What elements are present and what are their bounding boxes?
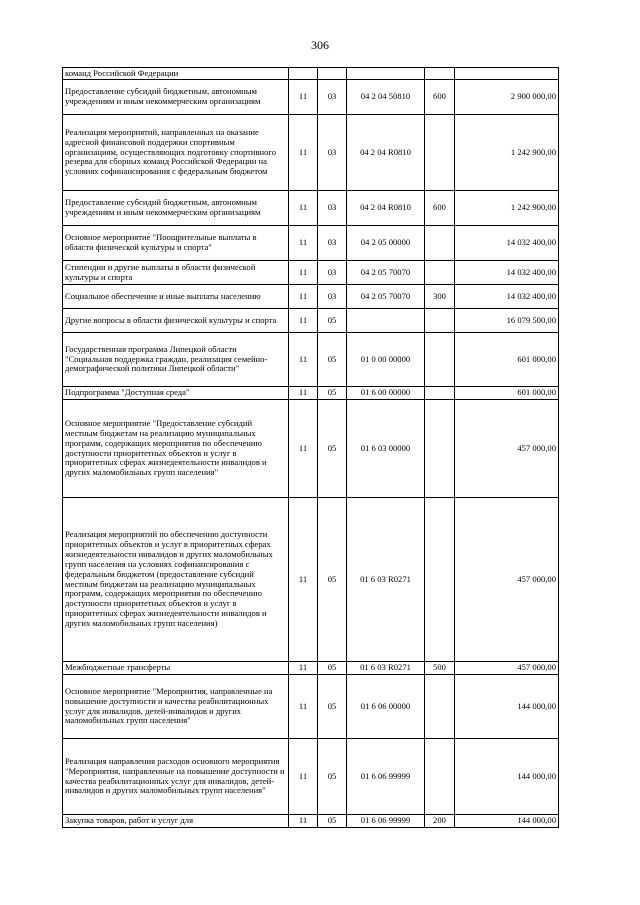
expense-name: Предоставление субсидий бюджетным, автономным учреждениям и иным некоммерческим организациям [63,191,289,226]
target-article-code: 01 6 00 00000 [347,387,425,400]
section-code: 11 [289,675,318,739]
expense-name: Основное мероприятие "Поощрительные выплаты в области физической культуры и спорта" [63,226,289,261]
expense-type-code [425,226,455,261]
expense-name: Социальное обеспечение и иные выплаты населению [63,285,289,309]
expense-type-code [425,115,455,191]
section-code: 11 [289,191,318,226]
target-article-code: 01 6 03 R0271 [347,662,425,675]
target-article-code: 04 2 04 50810 [347,80,425,115]
table-row [63,115,559,191]
amount: 16 079 500,00 [455,309,559,333]
target-article-code: 04 2 05 70070 [347,261,425,285]
page-number: 306 [311,38,329,52]
section-code: 11 [289,400,318,498]
expense-name: команд Российской Федерации [63,68,289,80]
expense-name: Реализация мероприятий, направленных на оказание адресной финансовой поддержки спортивным организациям, осуществляющих подготовку спортивного резерва для сборных команд Российской Федерации на условиях софинансирования с федеральным бюджетом [63,115,289,191]
section-code: 11 [289,261,318,285]
target-article-code: 01 6 06 99999 [347,739,425,815]
budget-table-body [63,68,559,828]
section-code: 11 [289,333,318,387]
table-row [63,387,559,400]
subsection-code: 05 [318,739,347,815]
target-article-code [347,68,425,80]
amount: 457 000,00 [455,400,559,498]
table-row [63,815,559,828]
section-code: 11 [289,309,318,333]
amount: 144 000,00 [455,739,559,815]
expense-type-code: 500 [425,662,455,675]
section-code: 11 [289,226,318,261]
amount: 457 000,00 [455,662,559,675]
subsection-code: 03 [318,285,347,309]
expense-type-code [425,68,455,80]
subsection-code: 03 [318,191,347,226]
subsection-code: 03 [318,261,347,285]
expense-type-code [425,675,455,739]
target-article-code [347,309,425,333]
section-code: 11 [289,498,318,662]
section-code: 11 [289,662,318,675]
table-row [63,309,559,333]
target-article-code: 01 6 03 R0271 [347,498,425,662]
subsection-code [318,68,347,80]
amount: 1 242 900,00 [455,115,559,191]
subsection-code: 05 [318,309,347,333]
target-article-code: 01 6 06 00000 [347,675,425,739]
table-row [63,191,559,226]
expense-type-code [425,387,455,400]
subsection-code: 05 [318,498,347,662]
subsection-code: 05 [318,662,347,675]
expense-type-code [425,739,455,815]
amount: 457 000,00 [455,498,559,662]
amount: 144 000,00 [455,815,559,828]
target-article-code: 04 2 04 R0810 [347,191,425,226]
subsection-code: 05 [318,333,347,387]
table-row [63,68,559,80]
amount: 2 900 000,00 [455,80,559,115]
subsection-code: 03 [318,115,347,191]
amount: 14 032 400,00 [455,226,559,261]
table-row [63,333,559,387]
budget-table [62,67,559,828]
subsection-code: 05 [318,675,347,739]
target-article-code: 01 6 06 99999 [347,815,425,828]
table-row [63,739,559,815]
target-article-code: 01 6 03 00000 [347,400,425,498]
expense-type-code: 200 [425,815,455,828]
subsection-code: 03 [318,226,347,261]
expense-type-code [425,309,455,333]
expense-name: Стипендии и другие выплаты в области физической культуры и спорта [63,261,289,285]
expense-name: Подпрограмма "Доступная среда" [63,387,289,400]
target-article-code: 04 2 05 00000 [347,226,425,261]
subsection-code: 05 [318,400,347,498]
amount: 1 242 900,00 [455,191,559,226]
expense-name: Предоставление субсидий бюджетным, автономным учреждениям и иным некоммерческим организациям [63,80,289,115]
expense-type-code [425,400,455,498]
amount: 14 032 400,00 [455,261,559,285]
subsection-code: 05 [318,815,347,828]
table-row [63,261,559,285]
expense-name: Основное мероприятие "Мероприятия, направленные на повышение доступности и качества реабилитационных услуг для инвалидов, детей-инвалидов и других маломобильных групп населения" [63,675,289,739]
table-row [63,675,559,739]
expense-name: Государственная программа Липецкой области "Социальная поддержка граждан, реализация семейно-демографической политики Липецкой области" [63,333,289,387]
section-code: 11 [289,815,318,828]
amount: 601 000,00 [455,333,559,387]
expense-type-code: 600 [425,80,455,115]
expense-name: Основное мероприятие "Предоставление субсидий местным бюджетам на реализацию муниципальных программ, содержащих мероприятия по обеспечению доступности приоритетных объектов и услуг в приоритетных сферах жизнедеятельности инвалидов и других маломобильных групп населения" [63,400,289,498]
subsection-code: 05 [318,387,347,400]
table-row [63,226,559,261]
section-code [289,68,318,80]
expense-type-code: 600 [425,191,455,226]
expense-name: Закупка товаров, работ и услуг для [63,815,289,828]
section-code: 11 [289,387,318,400]
expense-type-code: 300 [425,285,455,309]
section-code: 11 [289,739,318,815]
table-row [63,80,559,115]
expense-name: Реализация направления расходов основного мероприятия "Мероприятия, направленные на повышение доступности и качества реабилитационных услуг для инвалидов, детей-инвалидов и других маломобильных групп населения" [63,739,289,815]
section-code: 11 [289,80,318,115]
section-code: 11 [289,115,318,191]
expense-type-code [425,333,455,387]
table-row [63,285,559,309]
table-row [63,662,559,675]
expense-type-code [425,498,455,662]
expense-name: Межбюджетные трансферты [63,662,289,675]
table-row [63,400,559,498]
amount: 14 032 400,00 [455,285,559,309]
table-row [63,498,559,662]
amount [455,68,559,80]
subsection-code: 03 [318,80,347,115]
target-article-code: 04 2 04 R0810 [347,115,425,191]
target-article-code: 01 0 00 00000 [347,333,425,387]
amount: 601 000,00 [455,387,559,400]
amount: 144 000,00 [455,675,559,739]
expense-type-code [425,261,455,285]
expense-name: Другие вопросы в области физической культуры и спорта [63,309,289,333]
target-article-code: 04 2 05 70070 [347,285,425,309]
section-code: 11 [289,285,318,309]
expense-name: Реализация мероприятий по обеспечению доступности приоритетных объектов и услуг в приоритетных сферах жизнедеятельности инвалидов и других маломобильных групп населения на условиях софинансирования с федеральным бюджетом (предоставление субсидий местным бюджетам на реализацию муниципальных программ, содержащих мероприятия по обеспечению доступности приоритетных объектов и услуг в приоритетных сферах жизнедеятельности инвалидов и других маломобильных групп населения) [63,498,289,662]
